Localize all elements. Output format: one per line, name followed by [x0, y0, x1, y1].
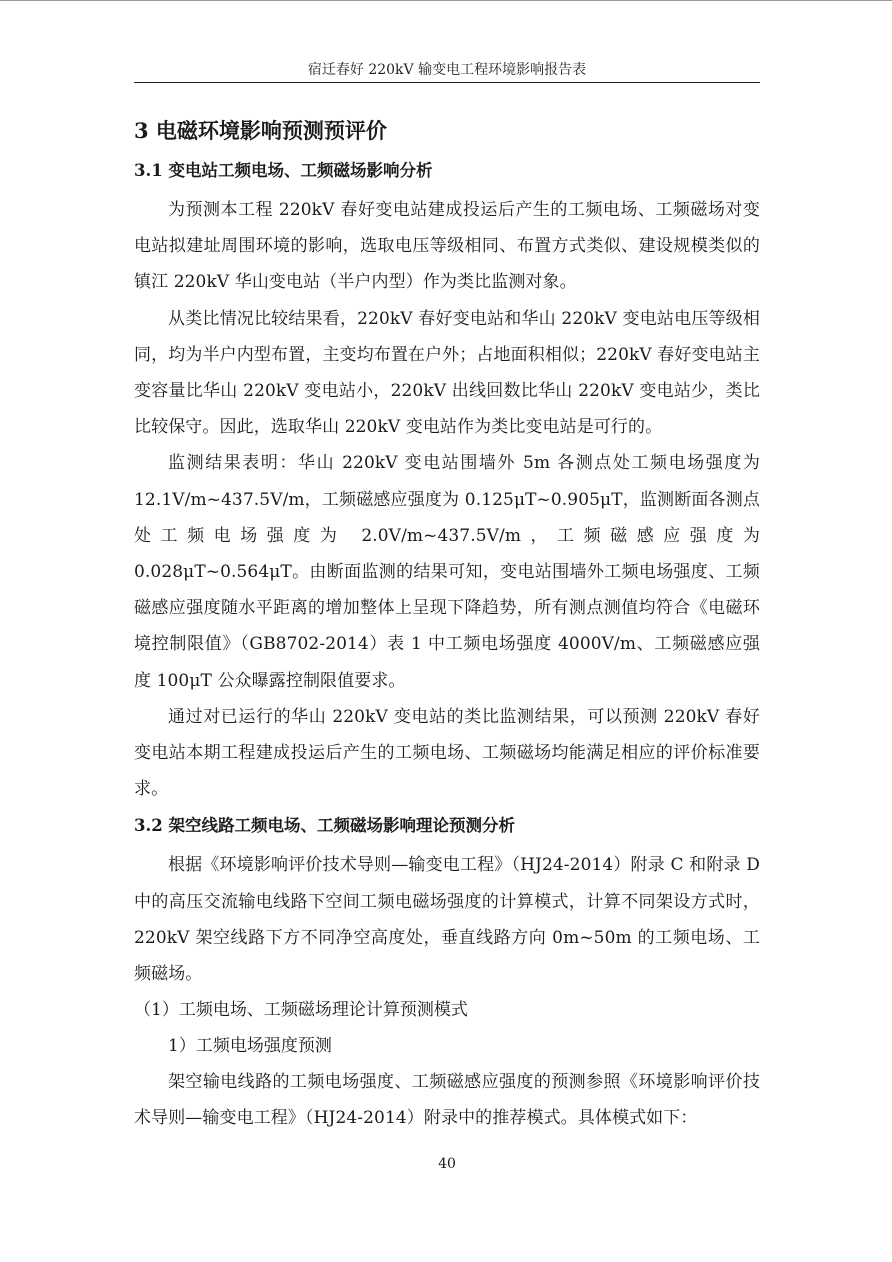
paragraph: 通过对已运行的华山 220kV 变电站的类比监测结果，可以预测 220kV 春好变电站本期工程建成投运后产生的工频电场、工频磁场均能满足相应的评价标准要求。	[134, 706, 760, 800]
paragraph: 从类比情况比较结果看，220kV 春好变电站和华山 220kV 变电站电压等级相同，均为半户内型布置，主变均布置在户外；占地面积相似；220kV 春好变电站主变容量比华山 220kV 变电站小，220kV 出线回数比华山 220kV 变电站少，类比比较保守。因此，选取华山 220kV 变电站作为类比变电站是可行的。	[134, 308, 760, 438]
paragraph: 为预测本工程 220kV 春好变电站建成投运后产生的工频电场、工频磁场对变电站拟建址周围环境的影响，选取电压等级相同、布置方式类似、建设规模类似的镇江 220kV 华山变电站（半户内型）作为类比监测对象。	[134, 200, 760, 293]
paragraph: 监测结果表明：华山 220kV 变电站围墙外 5m 各测点处工频电场强度为 12.1V/m~437.5V/m，工频磁感应强度为 0.125μT~0.905μT，监测断面各测点处工频电场强度为 2.0V/m~437.5V/m，工频磁感应强度为 0.028μT~0.564μT。由断面监测的结果可知，变电站围墙外工频电场强度、工频磁感应强度随水平距离的增加整体上呈现下降趋势，所有测点测值均符合《电磁环境控制限值》（GB8702-2014）表 1 中工频电场强度 4000V/m、工频磁感应强度 100μT 公众曝露控制限值要求。	[134, 453, 760, 691]
list-item-level-2: 1）工频电场强度预测	[168, 1036, 332, 1057]
section-heading: 3 电磁环境影响预测预评价	[134, 118, 387, 143]
paragraph: 架空输电线路的工频电场强度、工频磁感应强度的预测参照《环境影响评价技术导则—输变电工程》（HJ24-2014）附录中的推荐模式。具体模式如下：	[134, 1072, 760, 1129]
list-item-level-1: （1）工频电场、工频磁场理论计算预测模式	[134, 1000, 468, 1021]
subsection-heading-3-2: 3.2 架空线路工频电场、工频磁场影响理论预测分析	[134, 816, 515, 836]
page-top-border	[0, 0, 892, 1]
header-rule	[134, 82, 760, 83]
page-body	[134, 110, 760, 1137]
subsection-heading-3-1: 3.1 变电站工频电场、工频磁场影响分析	[134, 161, 433, 180]
running-header: 宿迁春好 220kV 输变电工程环境影响报告表	[307, 62, 587, 78]
paragraph: 根据《环境影响评价技术导则—输变电工程》（HJ24-2014）附录 C 和附录 D 中的高压交流输电线路下空间工频电磁场强度的计算模式，计算不同架设方式时，220kV 架空线路下方不同净空高度处，垂直线路方向 0m~50m 的工频电场、工频磁场。	[134, 855, 760, 985]
page-number: 40	[438, 1156, 456, 1172]
